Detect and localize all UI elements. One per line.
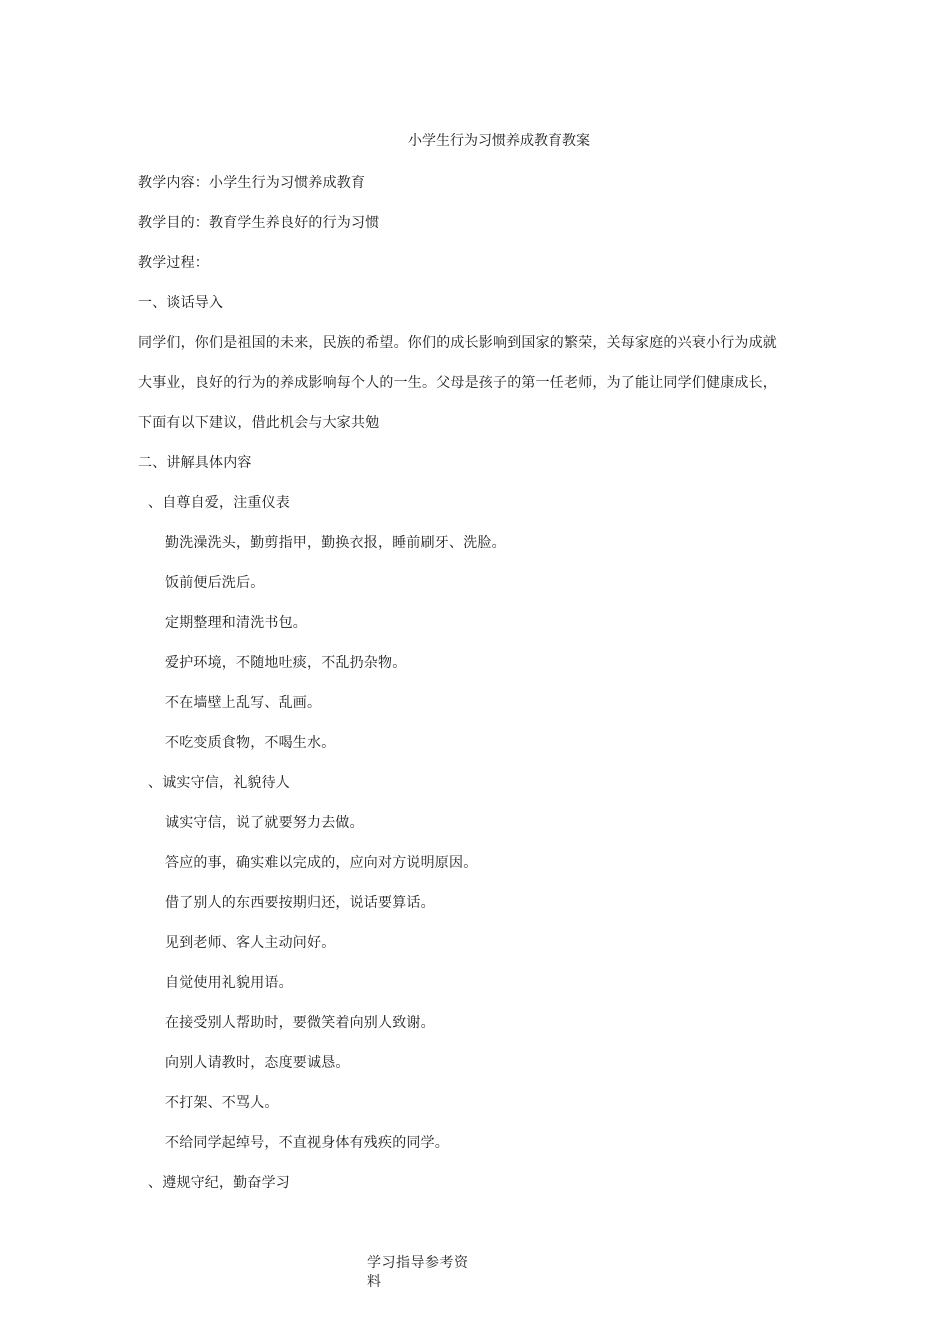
section-heading-intro: 一、谈话导入 (138, 295, 224, 311)
list-item: 不打架、不骂人。 (165, 1095, 279, 1111)
list-item: 不给同学起绰号，不直视身体有残疾的同学。 (165, 1135, 449, 1151)
teaching-content-line: 教学内容：小学生行为习惯养成教育 (138, 175, 366, 191)
list-item: 定期整理和清洗书包。 (165, 615, 307, 631)
list-item: 见到老师、客人主动问好。 (165, 935, 336, 951)
list-item: 诚实守信，说了就要努力去做。 (165, 815, 364, 831)
list-item: 自觉使用礼貌用语。 (165, 975, 293, 991)
list-item: 爱护环境，不随地吐痰，不乱扔杂物。 (165, 655, 407, 671)
section-heading-content: 二、讲解具体内容 (138, 455, 252, 471)
list-item: 勤洗澡洗头，勤剪指甲，勤换衣报，睡前刷牙、洗脸。 (165, 535, 506, 551)
document-title: 小学生行为习惯养成教育教案 (408, 133, 590, 149)
list-item: 在接受别人帮助时，要微笑着向别人致谢。 (165, 1015, 435, 1031)
list-item: 向别人请教时，态度要诚恳。 (165, 1055, 350, 1071)
subsection-heading: 、诚实守信，礼貌待人 (148, 775, 290, 791)
subsection-heading: 、遵规守纪，勤奋学习 (148, 1175, 290, 1191)
list-item: 不在墙壁上乱写、乱画。 (165, 695, 322, 711)
intro-paragraph-line: 同学们，你们是祖国的未来，民族的希望。你们的成长影响到国家的繁荣，关每家庭的兴衰小行为成就 (138, 335, 777, 351)
list-item: 不吃变质食物，不喝生水。 (165, 735, 336, 751)
list-item: 借了别人的东西要按期归还，说话要算话。 (165, 895, 435, 911)
teaching-process-line: 教学过程： (138, 255, 209, 271)
intro-paragraph-line: 大事业，良好的行为的养成影响每个人的一生。父母是孩子的第一任老师，为了能让同学们健康成长， (138, 375, 777, 391)
intro-paragraph-line: 下面有以下建议，借此机会与大家共勉 (138, 415, 380, 431)
teaching-purpose-line: 教学目的：教育学生养良好的行为习惯 (138, 215, 380, 231)
list-item: 答应的事，确实难以完成的，应向对方说明原因。 (165, 855, 478, 871)
subsection-heading: 、自尊自爱，注重仪表 (148, 495, 290, 511)
list-item: 饭前便后洗后。 (165, 575, 265, 591)
page-footer: 学习指导参考资料 (367, 1255, 469, 1290)
